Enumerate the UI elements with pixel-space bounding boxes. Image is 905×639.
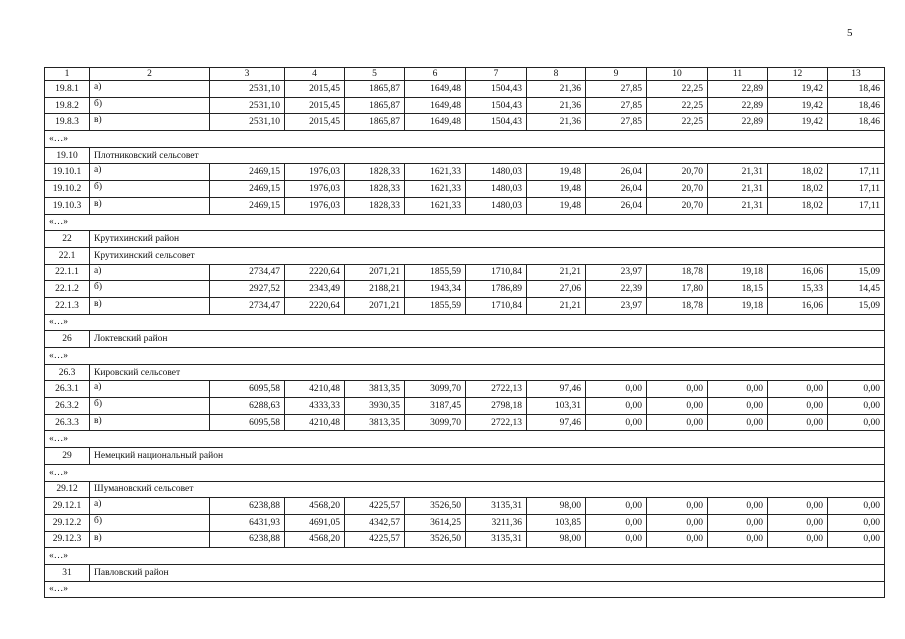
value-cell: 19,42 (768, 114, 828, 131)
header-cell: 9 (586, 68, 647, 81)
ellipsis-row (45, 214, 885, 231)
value-cell: 2220,64 (285, 297, 345, 314)
value-cell: 21,36 (527, 114, 586, 131)
value-cell: 17,11 (828, 181, 885, 198)
value-cell: 3930,35 (345, 398, 405, 415)
ellipsis-cell: «…» (45, 314, 885, 331)
value-cell: 22,89 (708, 97, 768, 114)
value-cell: 0,00 (768, 498, 828, 515)
header-cell: 2 (90, 68, 210, 81)
table-row (45, 281, 885, 298)
row-code: 22.1.2 (45, 281, 90, 298)
value-cell: 1621,33 (405, 197, 466, 214)
row-label: а) (90, 164, 210, 181)
value-cell: 4210,48 (285, 414, 345, 431)
section-code: 31 (45, 564, 90, 581)
header-cell: 11 (708, 68, 768, 81)
table-row (45, 264, 885, 281)
value-cell: 22,25 (647, 81, 708, 98)
value-cell: 18,78 (647, 264, 708, 281)
row-label: в) (90, 531, 210, 548)
value-cell: 0,00 (768, 514, 828, 531)
value-cell: 4210,48 (285, 381, 345, 398)
value-cell: 3526,50 (405, 531, 466, 548)
value-cell: 18,78 (647, 297, 708, 314)
value-cell: 2071,21 (345, 264, 405, 281)
header-cell: 5 (345, 68, 405, 81)
row-label: в) (90, 297, 210, 314)
section-code: 29.12 (45, 481, 90, 498)
value-cell: 2798,18 (466, 398, 527, 415)
value-cell: 2531,10 (210, 114, 285, 131)
value-cell: 22,25 (647, 114, 708, 131)
value-cell: 18,46 (828, 114, 885, 131)
value-cell: 6095,58 (210, 414, 285, 431)
value-cell: 1943,34 (405, 281, 466, 298)
row-label: б) (90, 281, 210, 298)
value-cell: 0,00 (586, 398, 647, 415)
value-cell: 0,00 (768, 414, 828, 431)
table-row (45, 514, 885, 531)
page-number: 5 (847, 27, 853, 39)
value-cell: 3187,45 (405, 398, 466, 415)
value-cell: 4568,20 (285, 498, 345, 515)
ellipsis-row (45, 548, 885, 565)
value-cell: 2734,47 (210, 264, 285, 281)
value-cell: 3813,35 (345, 381, 405, 398)
value-cell: 21,31 (708, 164, 768, 181)
section-code: 22.1 (45, 247, 90, 264)
value-cell: 1649,48 (405, 81, 466, 98)
value-cell: 2734,47 (210, 297, 285, 314)
ellipsis-cell: «…» (45, 131, 885, 148)
value-cell: 3099,70 (405, 381, 466, 398)
value-cell: 1865,87 (345, 97, 405, 114)
value-cell: 103,31 (527, 398, 586, 415)
ellipsis-row (45, 581, 885, 598)
header-cell: 12 (768, 68, 828, 81)
value-cell: 4225,57 (345, 498, 405, 515)
tariff-table (44, 67, 885, 598)
value-cell: 0,00 (828, 398, 885, 415)
value-cell: 0,00 (586, 498, 647, 515)
value-cell: 1855,59 (405, 264, 466, 281)
header-cell: 13 (828, 68, 885, 81)
value-cell: 18,46 (828, 97, 885, 114)
value-cell: 1976,03 (285, 181, 345, 198)
row-code: 19.8.1 (45, 81, 90, 98)
table-body (45, 68, 885, 598)
section-name: Кировский сельсовет (90, 364, 885, 381)
table-row (45, 498, 885, 515)
section-row (45, 331, 885, 348)
value-cell: 14,45 (828, 281, 885, 298)
value-cell: 2469,15 (210, 197, 285, 214)
value-cell: 0,00 (586, 514, 647, 531)
value-cell: 18,02 (768, 181, 828, 198)
value-cell: 4225,57 (345, 531, 405, 548)
ellipsis-row (45, 314, 885, 331)
value-cell: 0,00 (828, 514, 885, 531)
section-name: Шумановский сельсовет (90, 481, 885, 498)
table-row (45, 398, 885, 415)
ellipsis-cell: «…» (45, 581, 885, 598)
row-label: б) (90, 514, 210, 531)
value-cell: 15,09 (828, 264, 885, 281)
ellipsis-cell: «…» (45, 548, 885, 565)
value-cell: 1865,87 (345, 81, 405, 98)
value-cell: 6431,93 (210, 514, 285, 531)
value-cell: 22,89 (708, 114, 768, 131)
table-row (45, 297, 885, 314)
ellipsis-cell: «…» (45, 431, 885, 448)
ellipsis-row (45, 348, 885, 365)
value-cell: 1621,33 (405, 164, 466, 181)
value-cell: 21,31 (708, 181, 768, 198)
value-cell: 2469,15 (210, 181, 285, 198)
row-label: а) (90, 381, 210, 398)
value-cell: 4691,05 (285, 514, 345, 531)
section-row (45, 247, 885, 264)
value-cell: 1621,33 (405, 181, 466, 198)
value-cell: 27,85 (586, 97, 647, 114)
value-cell: 2927,52 (210, 281, 285, 298)
ellipsis-row (45, 431, 885, 448)
value-cell: 0,00 (828, 531, 885, 548)
section-code: 22 (45, 231, 90, 248)
section-name: Павловский район (90, 564, 885, 581)
value-cell: 21,21 (527, 264, 586, 281)
section-row (45, 231, 885, 248)
value-cell: 23,97 (586, 297, 647, 314)
row-label: в) (90, 414, 210, 431)
value-cell: 16,06 (768, 297, 828, 314)
row-label: в) (90, 197, 210, 214)
value-cell: 1828,33 (345, 164, 405, 181)
value-cell: 3211,36 (466, 514, 527, 531)
value-cell: 0,00 (586, 414, 647, 431)
value-cell: 1976,03 (285, 164, 345, 181)
row-label: а) (90, 264, 210, 281)
header-cell: 8 (527, 68, 586, 81)
value-cell: 2469,15 (210, 164, 285, 181)
ellipsis-row (45, 131, 885, 148)
section-name: Плотниковский сельсовет (90, 147, 885, 164)
value-cell: 1504,43 (466, 81, 527, 98)
value-cell: 19,42 (768, 81, 828, 98)
value-cell: 3526,50 (405, 498, 466, 515)
row-label: б) (90, 181, 210, 198)
value-cell: 2343,49 (285, 281, 345, 298)
value-cell: 22,25 (647, 97, 708, 114)
table-row (45, 81, 885, 98)
value-cell: 2531,10 (210, 81, 285, 98)
value-cell: 0,00 (708, 498, 768, 515)
row-code: 19.10.1 (45, 164, 90, 181)
value-cell: 0,00 (828, 381, 885, 398)
header-cell: 3 (210, 68, 285, 81)
value-cell: 1828,33 (345, 181, 405, 198)
row-code: 19.10.3 (45, 197, 90, 214)
row-code: 22.1.1 (45, 264, 90, 281)
value-cell: 0,00 (647, 498, 708, 515)
value-cell: 26,04 (586, 197, 647, 214)
row-code: 22.1.3 (45, 297, 90, 314)
row-code: 29.12.3 (45, 531, 90, 548)
value-cell: 0,00 (768, 398, 828, 415)
section-name: Крутихинский сельсовет (90, 247, 885, 264)
value-cell: 2722,13 (466, 381, 527, 398)
value-cell: 6095,58 (210, 381, 285, 398)
value-cell: 0,00 (768, 381, 828, 398)
value-cell: 3099,70 (405, 414, 466, 431)
table-row (45, 531, 885, 548)
table-row (45, 97, 885, 114)
table-row (45, 381, 885, 398)
header-row (45, 68, 885, 81)
value-cell: 0,00 (647, 414, 708, 431)
row-code: 19.8.2 (45, 97, 90, 114)
value-cell: 1710,84 (466, 297, 527, 314)
section-row (45, 564, 885, 581)
value-cell: 2015,45 (285, 114, 345, 131)
value-cell: 0,00 (708, 398, 768, 415)
value-cell: 98,00 (527, 498, 586, 515)
value-cell: 2220,64 (285, 264, 345, 281)
value-cell: 22,39 (586, 281, 647, 298)
value-cell: 27,85 (586, 81, 647, 98)
value-cell: 21,36 (527, 81, 586, 98)
value-cell: 0,00 (647, 514, 708, 531)
table-row (45, 414, 885, 431)
section-code: 19.10 (45, 147, 90, 164)
value-cell: 4342,57 (345, 514, 405, 531)
value-cell: 18,15 (708, 281, 768, 298)
row-label: а) (90, 498, 210, 515)
value-cell: 1976,03 (285, 197, 345, 214)
value-cell: 0,00 (647, 381, 708, 398)
value-cell: 18,02 (768, 197, 828, 214)
value-cell: 20,70 (647, 197, 708, 214)
ellipsis-cell: «…» (45, 214, 885, 231)
value-cell: 103,85 (527, 514, 586, 531)
value-cell: 1649,48 (405, 97, 466, 114)
row-code: 26.3.1 (45, 381, 90, 398)
value-cell: 21,21 (527, 297, 586, 314)
ellipsis-cell: «…» (45, 464, 885, 481)
value-cell: 98,00 (527, 531, 586, 548)
section-row (45, 364, 885, 381)
section-row (45, 147, 885, 164)
value-cell: 2015,45 (285, 81, 345, 98)
value-cell: 27,06 (527, 281, 586, 298)
value-cell: 1855,59 (405, 297, 466, 314)
value-cell: 21,31 (708, 197, 768, 214)
value-cell: 3813,35 (345, 414, 405, 431)
row-code: 19.10.2 (45, 181, 90, 198)
value-cell: 2188,21 (345, 281, 405, 298)
header-cell: 6 (405, 68, 466, 81)
value-cell: 0,00 (586, 381, 647, 398)
value-cell: 19,48 (527, 164, 586, 181)
value-cell: 2722,13 (466, 414, 527, 431)
section-code: 29 (45, 448, 90, 465)
header-cell: 1 (45, 68, 90, 81)
value-cell: 26,04 (586, 181, 647, 198)
value-cell: 19,48 (527, 181, 586, 198)
value-cell: 19,42 (768, 97, 828, 114)
header-cell: 7 (466, 68, 527, 81)
value-cell: 17,11 (828, 164, 885, 181)
value-cell: 0,00 (828, 498, 885, 515)
row-code: 29.12.2 (45, 514, 90, 531)
table-row (45, 181, 885, 198)
row-code: 26.3.3 (45, 414, 90, 431)
value-cell: 6238,88 (210, 531, 285, 548)
value-cell: 17,11 (828, 197, 885, 214)
value-cell: 0,00 (768, 531, 828, 548)
value-cell: 20,70 (647, 181, 708, 198)
value-cell: 3614,25 (405, 514, 466, 531)
table-row (45, 197, 885, 214)
value-cell: 4333,33 (285, 398, 345, 415)
value-cell: 3135,31 (466, 531, 527, 548)
row-label: б) (90, 398, 210, 415)
value-cell: 6288,63 (210, 398, 285, 415)
value-cell: 97,46 (527, 414, 586, 431)
table-row (45, 114, 885, 131)
value-cell: 1480,03 (466, 197, 527, 214)
value-cell: 1786,89 (466, 281, 527, 298)
value-cell: 15,33 (768, 281, 828, 298)
value-cell: 0,00 (647, 531, 708, 548)
section-code: 26.3 (45, 364, 90, 381)
value-cell: 1828,33 (345, 197, 405, 214)
section-row (45, 481, 885, 498)
value-cell: 6238,88 (210, 498, 285, 515)
value-cell: 1710,84 (466, 264, 527, 281)
value-cell: 18,46 (828, 81, 885, 98)
value-cell: 18,02 (768, 164, 828, 181)
value-cell: 27,85 (586, 114, 647, 131)
value-cell: 0,00 (708, 414, 768, 431)
value-cell: 0,00 (708, 531, 768, 548)
value-cell: 23,97 (586, 264, 647, 281)
header-cell: 4 (285, 68, 345, 81)
value-cell: 2015,45 (285, 97, 345, 114)
value-cell: 19,18 (708, 297, 768, 314)
ellipsis-row (45, 464, 885, 481)
value-cell: 1649,48 (405, 114, 466, 131)
value-cell: 2531,10 (210, 97, 285, 114)
header-cell: 10 (647, 68, 708, 81)
value-cell: 0,00 (647, 398, 708, 415)
value-cell: 1504,43 (466, 97, 527, 114)
value-cell: 21,36 (527, 97, 586, 114)
value-cell: 1480,03 (466, 164, 527, 181)
value-cell: 19,18 (708, 264, 768, 281)
section-name: Крутихинский район (90, 231, 885, 248)
value-cell: 20,70 (647, 164, 708, 181)
value-cell: 0,00 (586, 531, 647, 548)
value-cell: 2071,21 (345, 297, 405, 314)
section-name: Немецкий национальный район (90, 448, 885, 465)
value-cell: 97,46 (527, 381, 586, 398)
value-cell: 1865,87 (345, 114, 405, 131)
value-cell: 1480,03 (466, 181, 527, 198)
value-cell: 1504,43 (466, 114, 527, 131)
section-code: 26 (45, 331, 90, 348)
row-code: 26.3.2 (45, 398, 90, 415)
section-row (45, 448, 885, 465)
value-cell: 22,89 (708, 81, 768, 98)
value-cell: 0,00 (708, 381, 768, 398)
value-cell: 0,00 (828, 414, 885, 431)
row-code: 29.12.1 (45, 498, 90, 515)
value-cell: 16,06 (768, 264, 828, 281)
value-cell: 3135,31 (466, 498, 527, 515)
row-code: 19.8.3 (45, 114, 90, 131)
value-cell: 15,09 (828, 297, 885, 314)
ellipsis-cell: «…» (45, 348, 885, 365)
value-cell: 4568,20 (285, 531, 345, 548)
row-label: в) (90, 114, 210, 131)
value-cell: 26,04 (586, 164, 647, 181)
row-label: а) (90, 81, 210, 98)
value-cell: 17,80 (647, 281, 708, 298)
value-cell: 0,00 (708, 514, 768, 531)
value-cell: 19,48 (527, 197, 586, 214)
row-label: б) (90, 97, 210, 114)
section-name: Локтевский район (90, 331, 885, 348)
table-row (45, 164, 885, 181)
